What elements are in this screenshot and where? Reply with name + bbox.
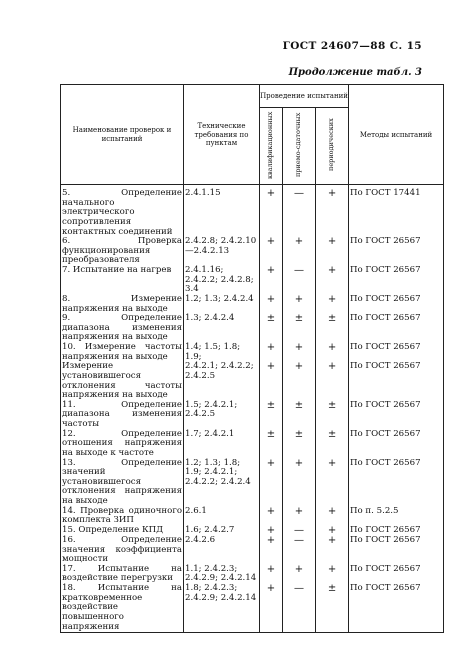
method-cell: По ГОСТ 26567: [349, 314, 444, 343]
qualification-mark: +: [260, 507, 283, 526]
requirements-cell: 1.5; 2.4.2.1; 2.4.2.5: [184, 401, 260, 430]
table-row: [61, 266, 444, 295]
qualification-mark: +: [260, 189, 283, 237]
test-name-cell: 7. Испытание на нагрев: [61, 266, 184, 295]
column-header-methods: Методы испытаний: [349, 85, 444, 185]
table-row: [61, 401, 444, 430]
test-name-cell: 8. Измерение напряжения на выходе: [62, 293, 182, 314]
table-row: [61, 237, 444, 266]
method-cell: По ГОСТ 26567: [349, 343, 444, 362]
requirements-cell: 2.4.1.15: [184, 189, 260, 237]
table-row: [61, 584, 444, 633]
method-cell: По ГОСТ 26567: [349, 526, 444, 536]
tests-table: [60, 84, 444, 633]
column-header-testing-group: Проведение испытаний: [260, 85, 349, 108]
acceptance-mark: —: [283, 584, 316, 633]
test-name-cell: 14. Проверка одиночного комплекта ЗИП: [62, 505, 182, 526]
page-header: ГОСТ 24607—88 С. 15: [282, 40, 422, 52]
method-cell: По ГОСТ 26567: [349, 295, 444, 314]
method-cell: По ГОСТ 26567: [349, 401, 444, 430]
requirements-cell: 1.2; 1.3; 1.8; 1.9; 2.4.2.1; 2.4.2.2; 2.4.2.4: [184, 459, 260, 507]
qualification-mark: +: [260, 237, 283, 266]
qualification-mark: +: [260, 343, 283, 362]
acceptance-mark: —: [283, 266, 316, 295]
acceptance-mark: +: [283, 507, 316, 526]
table-row: [61, 459, 444, 507]
test-name-cell: 5. Определение начального электрического сопротивления контактных соединений: [62, 188, 182, 237]
table-row: [61, 189, 444, 237]
requirements-cell: 1.7; 2.4.2.1: [184, 430, 260, 459]
periodic-mark: +: [316, 362, 349, 401]
column-header-qualification: квалификационных: [260, 108, 283, 185]
test-name-cell: 16. Определение значения коэффициента мощности: [62, 534, 182, 565]
requirements-cell: 1.8; 2.4.2.3; 2.4.2.9; 2.4.2.14: [184, 584, 260, 633]
requirements-cell: 1.6; 2.4.2.7: [184, 526, 260, 536]
qualification-mark: +: [260, 295, 283, 314]
table-row: [61, 295, 444, 314]
column-header-acceptance: приемо-сдаточных: [283, 108, 316, 185]
method-cell: По ГОСТ 26567: [349, 237, 444, 266]
test-name-cell: 6. Проверка функционирования преобразователя: [62, 236, 182, 266]
method-cell: По ГОСТ 26567: [349, 565, 444, 584]
method-cell: По ГОСТ 26567: [349, 459, 444, 507]
qualification-mark: +: [260, 362, 283, 401]
requirements-cell: 1.1; 2.4.2.3; 2.4.2.9; 2.4.2.14: [184, 565, 260, 584]
table-row: [61, 565, 444, 584]
qualification-mark: +: [260, 565, 283, 584]
column-header-requirements: Технические требования по пунктам: [184, 85, 260, 185]
table-continuation-label: Продолжение табл. 3: [288, 67, 422, 78]
method-cell: По ГОСТ 26567: [349, 430, 444, 459]
periodic-mark: +: [316, 536, 349, 565]
requirements-cell: 2.6.1: [184, 507, 260, 526]
periodic-mark: +: [316, 565, 349, 584]
column-header-name: Наименование проверок и испытаний: [61, 85, 184, 185]
table-row: [61, 362, 444, 401]
method-cell: По ГОСТ 17441: [349, 189, 444, 237]
method-cell: По ГОСТ 26567: [349, 362, 444, 401]
method-cell: По ГОСТ 26567: [349, 584, 444, 633]
table-row: [61, 507, 444, 526]
periodic-mark: +: [316, 266, 349, 295]
requirements-cell: 2.4.2.1; 2.4.2.2; 2.4.2.5: [184, 362, 260, 401]
qualification-mark: +: [260, 459, 283, 507]
table-row: [61, 430, 444, 459]
periodic-mark: +: [316, 526, 349, 536]
acceptance-mark: +: [283, 362, 316, 401]
test-name-cell: 13. Определение значений установившегося отклонения напряжения на выходе: [62, 457, 182, 507]
qualification-mark: ±: [260, 314, 283, 343]
method-cell: По ГОСТ 26567: [349, 266, 444, 295]
test-name-cell: Измерение установившегося отклонения частоты напряжения на выходе: [62, 361, 182, 401]
acceptance-mark: +: [283, 295, 316, 314]
acceptance-mark: ±: [283, 401, 316, 430]
requirements-cell: 1.3; 2.4.2.4: [184, 314, 260, 343]
requirements-cell: 1.2; 1.3; 2.4.2.4: [184, 295, 260, 314]
requirements-cell: 2.4.2.6: [184, 536, 260, 565]
acceptance-mark: +: [283, 459, 316, 507]
acceptance-mark: —: [283, 189, 316, 237]
requirements-cell: 2.4.2.8; 2.4.2.10—2.4.2.13: [184, 237, 260, 266]
periodic-mark: +: [316, 189, 349, 237]
qualification-mark: +: [260, 526, 283, 536]
requirements-cell: 1.4; 1.5; 1.8; 1.9;: [184, 343, 260, 362]
table-row: [61, 343, 444, 362]
periodic-mark: +: [316, 237, 349, 266]
periodic-mark: ±: [316, 584, 349, 633]
periodic-mark: +: [316, 295, 349, 314]
test-name-cell: 10. Измерение частоты напряжения на выходе: [62, 342, 182, 362]
method-cell: По п. 5.2.5: [349, 507, 444, 526]
acceptance-mark: ±: [283, 430, 316, 459]
periodic-mark: +: [316, 343, 349, 362]
acceptance-mark: +: [283, 343, 316, 362]
periodic-mark: +: [316, 507, 349, 526]
qualification-mark: +: [260, 536, 283, 565]
acceptance-mark: +: [283, 565, 316, 584]
test-name-cell: 18. Испытание на кратковременное воздействие повышенного напряжения: [62, 583, 182, 632]
method-cell: По ГОСТ 26567: [349, 536, 444, 565]
qualification-mark: +: [260, 584, 283, 633]
acceptance-mark: —: [283, 526, 316, 536]
column-header-periodic: периодических: [316, 108, 349, 185]
acceptance-mark: ±: [283, 314, 316, 343]
periodic-mark: ±: [316, 401, 349, 430]
test-name-cell: 15. Определение КПД: [61, 526, 184, 536]
acceptance-mark: +: [283, 237, 316, 266]
qualification-mark: ±: [260, 401, 283, 430]
test-name-cell: 17. Испытание на воздействие перегрузки: [62, 563, 182, 584]
periodic-mark: +: [316, 459, 349, 507]
qualification-mark: +: [260, 266, 283, 295]
requirements-cell: 2.4.1.16; 2.4.2.2; 2.4.2.8; 3.4: [184, 266, 260, 295]
test-name-cell: 11. Определение диапазона изменения частоты: [62, 399, 182, 430]
periodic-mark: ±: [316, 314, 349, 343]
acceptance-mark: —: [283, 536, 316, 565]
periodic-mark: ±: [316, 430, 349, 459]
test-name-cell: 9. Определение диапазона изменения напряжения на выходе: [62, 313, 182, 343]
table-row: [61, 314, 444, 343]
table-row: [61, 536, 444, 565]
qualification-mark: ±: [260, 430, 283, 459]
test-name-cell: 12. Определение отношения напряжения на выходе к частоте: [62, 428, 182, 458]
